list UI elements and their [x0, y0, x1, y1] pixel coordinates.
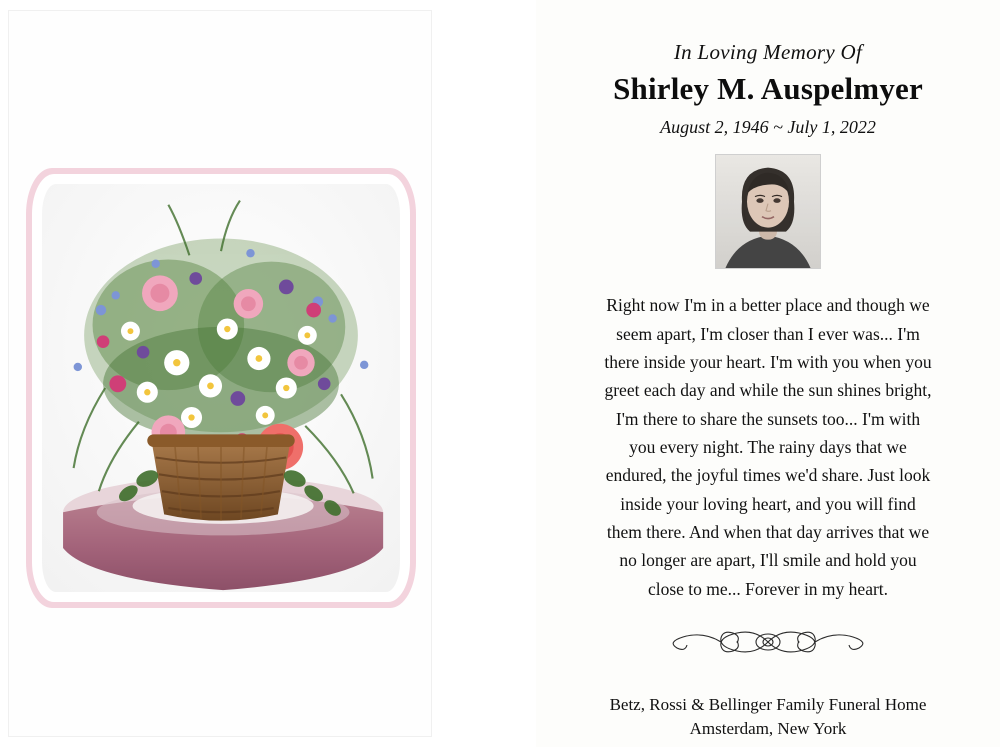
- scroll-flourish-ornament: [653, 619, 883, 665]
- memorial-verse: Right now I'm in a better place and though we seem apart, I'm closer than I ever was... I'm there inside your heart. I'm with you when you greet each day and while the sun shines bright, I'm there to share the sunsets too... I'm with you every night. The rainy days that we endured, the joyful times we'd share. Just look inside your loving heart, and you will find them there. And when that day arrives that we no longer are apart, I'll smile and hold you close to me... Forever in my heart.: [604, 295, 932, 599]
- left-card-surface: [8, 10, 432, 737]
- portrait-illustration: [716, 155, 820, 268]
- deceased-name: Shirley M. Auspelmyer: [613, 71, 923, 106]
- funeral-home-city: Amsterdam, New York: [689, 719, 847, 738]
- left-card-panel: [0, 0, 440, 747]
- floral-arrangement-photo: [42, 184, 400, 592]
- memorial-card-surface: [544, 8, 992, 739]
- flourish-icon: [653, 619, 883, 665]
- birth-death-dates: August 2, 1946 ~ July 1, 2022: [660, 117, 876, 137]
- photo-pink-frame: [26, 168, 416, 608]
- in-loving-memory-heading: In Loving Memory Of: [673, 40, 863, 64]
- memorial-card-panel: [536, 0, 1000, 747]
- portrait-photo: [715, 154, 821, 269]
- funeral-home-name: Betz, Rossi & Bellinger Family Funeral Home: [609, 695, 927, 714]
- floral-photo-illustration: [42, 184, 400, 592]
